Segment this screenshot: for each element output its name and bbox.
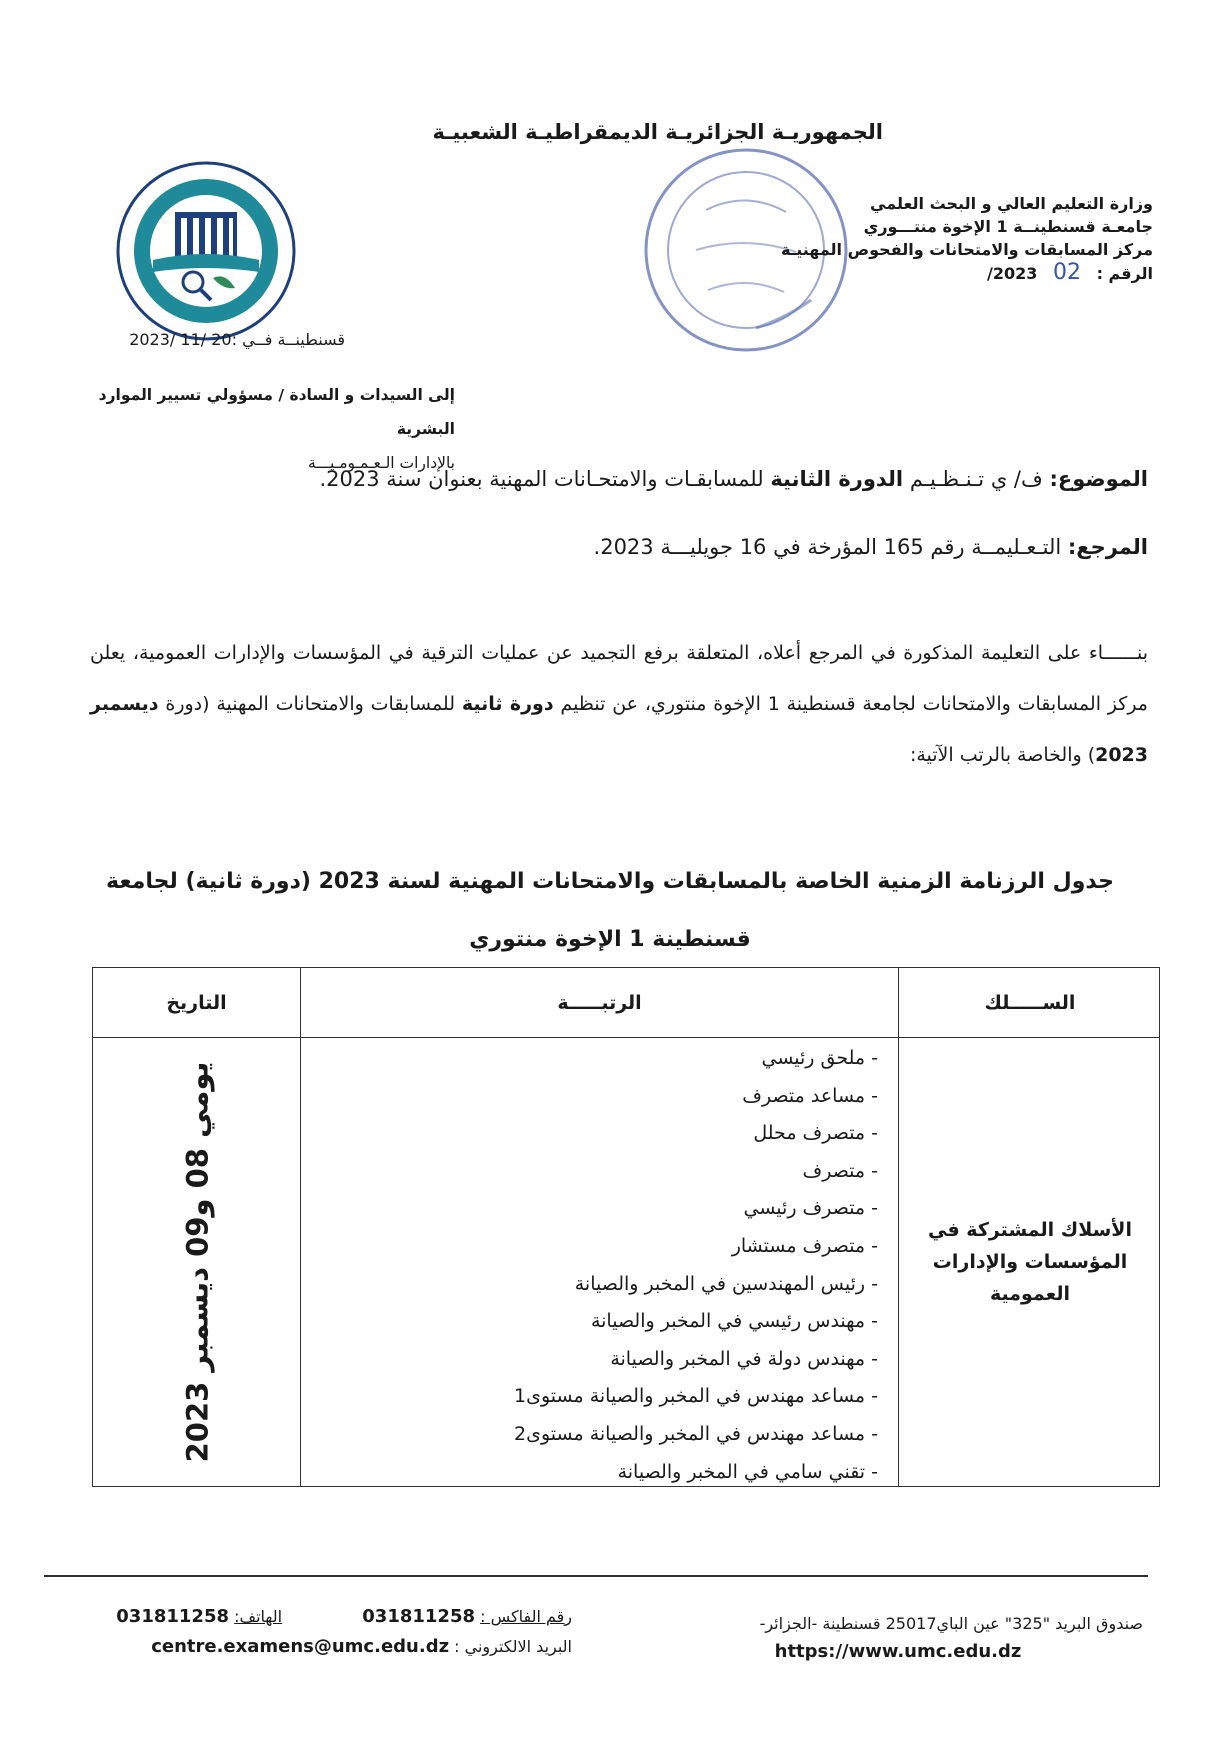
grade-item: - مساعد مهندس في المخبر والصيانة مستوى1 <box>514 1385 878 1408</box>
document-date: قسنطينــة فــي :20 /11 /2023 <box>129 330 345 349</box>
body-bold2: ديسمبر 2023 <box>90 693 1148 766</box>
ministry-name: وزارة التعليم العالي و البحث العلمي <box>870 194 1153 213</box>
email-label: البريد الالكتروني : <box>454 1637 572 1656</box>
addressee <box>60 378 455 480</box>
republic-title: الجمهوريـة الجزائريـة الديمقراطيـة الشعبيـة <box>432 120 883 144</box>
body-part3: ) والخاصة بالرتب الآتية: <box>909 744 1096 766</box>
grade-item: - متصرف مستشار <box>731 1234 878 1257</box>
reference-label: المرجع: <box>1067 535 1148 559</box>
grade-item: - مهندس دولة في المخبر والصيانة <box>610 1347 878 1370</box>
ref-year: 2023/ <box>987 264 1038 283</box>
subject-text-before: ف/ ي تـنـظـيـم <box>909 467 1043 491</box>
footer-divider <box>44 1575 1148 1577</box>
grade-item: - متصرف <box>802 1159 878 1182</box>
grade-item: - مساعد مهندس في المخبر والصيانة مستوى2 <box>514 1422 878 1445</box>
addressee-line1: إلى السيدات و السادة / مسؤولي تسيير الموارد البشرية <box>98 386 455 438</box>
email-address[interactable]: centre.examens@umc.edu.dz <box>151 1636 450 1657</box>
addressee-line2: بالإدارات الـعـمـومـيـــة <box>308 454 455 472</box>
header-grade: الرتبـــــة <box>557 991 642 1014</box>
date-cell <box>93 1037 301 1486</box>
grade-item: - ملحق رئيسي <box>761 1047 878 1069</box>
reference-number <box>793 261 1153 285</box>
grades-list <box>301 1040 898 1491</box>
header-corps: الســـــلك <box>984 991 1076 1014</box>
grade-item: - تقني سامي في المخبر والصيانة <box>617 1460 878 1483</box>
column-divider <box>898 968 899 1486</box>
table-title-line1: جدول الرزنامة الزمنية الخاصة بالمسابقات والامتحانات المهنية لسنة 2023 (دورة ثانية) لجامعة <box>106 869 1114 894</box>
grade-item: - مساعد متصرف <box>742 1084 878 1107</box>
grade-item: - متصرف رئيسي <box>743 1197 878 1220</box>
subject-text-after: للمسابقـات والامتحـانات المهنية بعنوان سنة 2023. <box>319 467 764 491</box>
postal-address: صندوق البريد "325" عين الباي25017 قسنطينة -الجزائر- <box>759 1614 1143 1633</box>
center-name: مركز المسابقات والامتحانات والفحوص المهنيـة <box>781 240 1153 259</box>
university-logo <box>115 160 297 342</box>
header-date: التاريخ <box>166 991 227 1014</box>
corps-cell: الأسلاك المشتركة في المؤسسات والإدارات العمومية <box>928 1218 1132 1305</box>
fax-label: رقم الفاكس : <box>480 1607 572 1626</box>
grade-item: - رئيس المهندسين في المخبر والصيانة <box>574 1272 878 1295</box>
ref-label: الرقم : <box>1096 264 1153 283</box>
schedule-table <box>92 967 1160 1487</box>
exam-date: يومي 08 و09 ديسمبر 2023 <box>180 1061 215 1462</box>
issuing-authority <box>781 192 1153 285</box>
phone-label: الهاتف: <box>234 1607 283 1626</box>
university-name: جامعـة قسنطينــة 1 الإخوة منتـــوري <box>863 217 1153 236</box>
body-part1: بنــــــاء على التعليمة المذكورة في المرجع أعلاه، المتعلقة برفع التجميد عن عمليات الترقية في المؤسسات والإدارات العمومية، يعلن مركز المسابقات والامتحانات لجامعة قسنطينة 1 الإخوة منتوري، عن تنظيم <box>90 642 1148 715</box>
subject-line <box>78 467 1148 491</box>
reference-line <box>78 535 1148 559</box>
fax-number: 031811258 <box>362 1606 476 1627</box>
body-bold1: دورة ثانية <box>461 693 554 715</box>
subject-label: الموضوع: <box>1049 467 1148 491</box>
ref-number-handwritten: 02 <box>1052 260 1081 285</box>
table-title <box>80 853 1140 969</box>
website-link[interactable]: https://www.umc.edu.dz <box>774 1641 1022 1662</box>
grade-item: - متصرف محلل <box>753 1122 878 1145</box>
grade-item: - مهندس رئيسي في المخبر والصيانة <box>590 1310 878 1333</box>
body-paragraph <box>90 628 1148 781</box>
phone-number: 031811258 <box>116 1606 230 1627</box>
footer-address <box>713 1610 1143 1666</box>
reference-text: التـعـليمــة رقم 165 المؤرخة في 16 جويليـــة 2023. <box>593 535 1062 559</box>
body-part2: للمسابقات والامتحانات المهنية (دورة <box>165 693 456 715</box>
footer-contacts <box>72 1602 572 1662</box>
subject-text-bold: الدورة الثانية <box>770 467 904 491</box>
table-title-line2: قسنطينة 1 الإخوة منتوري <box>469 927 751 952</box>
